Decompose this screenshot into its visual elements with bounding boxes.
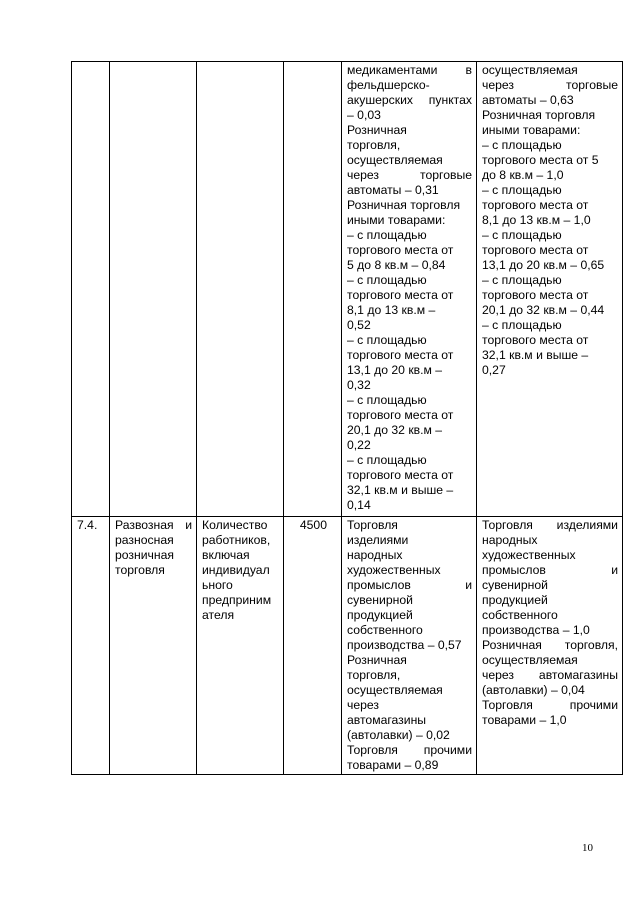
cell-text-line: народных — [347, 548, 403, 562]
cell-text-line: Розничная торговля — [347, 198, 461, 212]
cell-text-line: – с площадью — [482, 138, 562, 152]
cell-text-word: Развозная — [115, 518, 174, 532]
cell-text-line: – с площадью — [347, 333, 427, 347]
cell-text-line: предприним — [202, 593, 272, 607]
cell-text-line: осуществляемая — [347, 683, 443, 697]
table-row-continued — [72, 62, 623, 517]
cell-text-line — [347, 168, 472, 183]
cell-text-word: Торговля — [347, 743, 398, 757]
cell-text-line: 8,1 до 13 кв.м – 1,0 — [482, 213, 591, 227]
cell-text-word: Торговля — [482, 518, 533, 532]
cell-text-word: и — [611, 563, 618, 577]
cell-coefficient-left — [342, 62, 477, 517]
cell-text-line: 0,22 — [347, 438, 371, 452]
cell-text-line: изделиями — [347, 533, 409, 547]
cell-text-line: торгового места от 5 — [482, 153, 599, 167]
cell-text-word: в — [465, 63, 472, 77]
cell-text-line: – с площадью — [347, 273, 427, 287]
cell-text-line: торгового места от — [347, 468, 454, 482]
cell-text-line: 13,1 до 20 кв.м – — [347, 363, 443, 377]
cell-text-line: художественных — [482, 548, 576, 562]
cell-text-line: осуществляемая — [482, 63, 578, 77]
cell-text-line: народных — [482, 533, 538, 547]
cell-physical-indicator — [197, 517, 284, 775]
cell-text-line: производства – 0,57 — [347, 638, 462, 652]
cell-text-line: сувенирной — [347, 593, 413, 607]
cell-text-line: 0,32 — [347, 378, 371, 392]
cell-text-line: собственного — [482, 608, 558, 622]
cell-text-line: розничная — [115, 548, 175, 562]
cell-activity-type — [110, 517, 197, 775]
cell-text-line: торгового места от — [482, 288, 589, 302]
cell-text-line: 0,14 — [347, 498, 371, 512]
cell-text-word: пунктах — [428, 93, 472, 107]
cell-text-line: производства – 1,0 — [482, 623, 590, 637]
table-row-7-4 — [72, 517, 623, 775]
cell-text-line: разносная — [115, 533, 174, 547]
cell-text-line: 20,1 до 32 кв.м – 0,44 — [482, 303, 605, 317]
cell-text-line — [482, 518, 618, 533]
cell-text-line: до 8 кв.м – 1,0 — [482, 168, 564, 182]
cell-text-line: ателя — [202, 608, 235, 622]
page-number: 10 — [582, 842, 593, 854]
cell-text-line: Торговля — [347, 518, 398, 532]
cell-text-line: автоматы – 0,63 — [482, 93, 574, 107]
cell-text-line: – с площадью — [347, 228, 427, 242]
cell-text-line: сувенирной — [482, 578, 548, 592]
cell-text-word: прочими — [569, 698, 618, 712]
cell-text-word: через — [347, 168, 380, 182]
cell-text-word: Торговля — [482, 698, 533, 712]
cell-text-line: автомагазины — [347, 713, 427, 727]
cell-text-line: торговля, — [347, 138, 401, 152]
cell-base-rate — [284, 62, 342, 517]
cell-text-line: – с площадью — [482, 183, 562, 197]
cell-text-line: торговля — [115, 563, 165, 577]
cell-text-line: – с площадью — [482, 273, 562, 287]
cell-text-word: через — [482, 668, 515, 682]
cell-text-line — [115, 518, 192, 533]
cell-text-word: торговля, — [564, 638, 618, 652]
cell-text-line: Розничная — [347, 123, 407, 137]
cell-text-line: 0,52 — [347, 318, 371, 332]
cell-text-line: 8,1 до 13 кв.м – — [347, 303, 436, 317]
cell-text-line: торгового места от — [482, 333, 589, 347]
cell-text-line: товарами – 0,89 — [347, 758, 439, 772]
regulation-table — [71, 61, 623, 775]
cell-text-line — [347, 93, 472, 108]
cell-text-line: Розничная — [347, 653, 407, 667]
cell-text-line: художественных — [347, 563, 441, 577]
cell-physical-indicator — [197, 62, 284, 517]
cell-text-line: – 0,03 — [347, 108, 381, 122]
cell-text-line — [482, 563, 618, 578]
cell-text-line: (автолавки) – 0,04 — [482, 683, 585, 697]
cell-number — [72, 62, 110, 517]
cell-text-line: иными товарами: — [347, 213, 446, 227]
cell-text-line: торговля, — [347, 668, 401, 682]
cell-text-line: фельдшерско- — [347, 78, 430, 92]
cell-text-line: торгового места от — [347, 408, 454, 422]
cell-text-line: – с площадью — [482, 318, 562, 332]
cell-text-word: торговые — [566, 78, 618, 92]
cell-text-line: 13,1 до 20 кв.м – 0,65 — [482, 258, 605, 272]
cell-text-word: прочими — [423, 743, 472, 757]
cell-text-line: работников, — [202, 533, 271, 547]
cell-text-line: собственного — [347, 623, 423, 637]
cell-text-line: осуществляемая — [347, 153, 443, 167]
cell-text-line: торгового места от — [482, 243, 589, 257]
cell-text-line: автоматы – 0,31 — [347, 183, 439, 197]
cell-text-line: ьного — [202, 578, 233, 592]
cell-text-line: 20,1 до 32 кв.м – — [347, 423, 443, 437]
cell-text-line — [482, 78, 618, 93]
cell-text-line: торгового места от — [347, 243, 454, 257]
cell-text-line: 0,27 — [482, 363, 506, 377]
cell-text-line — [482, 698, 618, 713]
cell-text-line: торгового места от — [347, 348, 454, 362]
cell-text-word: Розничная — [482, 638, 542, 652]
cell-text-line: продукцией — [482, 593, 548, 607]
cell-text-line: через — [347, 698, 380, 712]
cell-text-line: продукцией — [347, 608, 413, 622]
cell-text-line: торгового места от — [347, 288, 454, 302]
cell-text-word: автомагазины — [538, 668, 618, 682]
cell-text-word: промыслов — [347, 578, 411, 592]
cell-text-line: иными товарами: — [482, 123, 581, 137]
cell-text-word: торговые — [420, 168, 472, 182]
cell-text-line: индивидуал — [202, 563, 270, 577]
cell-text-line: Количество — [202, 518, 268, 532]
cell-activity-type — [110, 62, 197, 517]
cell-text-word: и — [465, 578, 472, 592]
cell-text-line — [347, 63, 472, 78]
cell-text-line — [347, 578, 472, 593]
cell-coefficient-right — [477, 517, 623, 775]
cell-text-line: – с площадью — [482, 228, 562, 242]
cell-text-word: и — [185, 518, 192, 532]
cell-text-line: 32,1 кв.м и выше – — [482, 348, 589, 362]
cell-text-line: – с площадью — [347, 453, 427, 467]
cell-text-word: медикаментами — [347, 63, 438, 77]
cell-number: 7.4. — [72, 517, 110, 775]
cell-text-word: через — [482, 78, 515, 92]
cell-text-line — [482, 638, 618, 653]
cell-text-line: товарами – 1,0 — [482, 713, 567, 727]
cell-text-line: – с площадью — [347, 393, 427, 407]
cell-coefficient-left — [342, 517, 477, 775]
cell-text-line: осуществляемая — [482, 653, 578, 667]
cell-text-line: 5 до 8 кв.м – 0,84 — [347, 258, 446, 272]
cell-text-line: (автолавки) – 0,02 — [347, 728, 450, 742]
cell-text-line: торгового места от — [482, 198, 589, 212]
cell-text-line — [482, 668, 618, 683]
cell-text-word: изделиями — [556, 518, 618, 532]
cell-text-line: 32,1 кв.м и выше – — [347, 483, 454, 497]
cell-text-line — [347, 743, 472, 758]
cell-text-word: акушерских — [347, 93, 414, 107]
cell-base-rate: 4500 — [284, 517, 342, 775]
cell-text-word: промыслов — [482, 563, 546, 577]
cell-text-line: Розничная торговля — [482, 108, 596, 122]
cell-text-line: включая — [202, 548, 250, 562]
cell-coefficient-right — [477, 62, 623, 517]
